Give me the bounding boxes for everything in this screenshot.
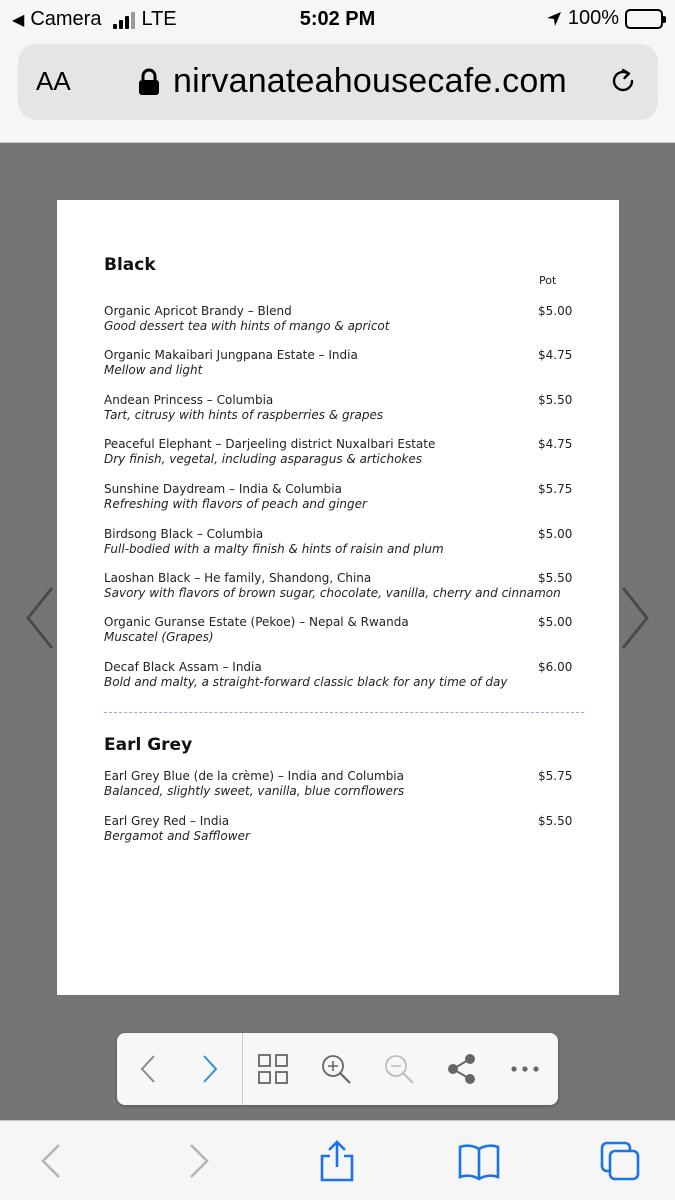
item-price: $5.00 (538, 615, 573, 629)
section-title-black: Black (104, 255, 156, 275)
item-price: $5.50 (538, 571, 573, 585)
item-price: $4.75 (538, 437, 573, 451)
item-price: $5.75 (538, 482, 573, 496)
item-name: Earl Grey Blue (de la crème) – India and Columbia (104, 769, 404, 783)
item-price: $6.00 (538, 660, 573, 674)
item-description: Tart, citrusy with hints of raspberries & grapes (104, 408, 384, 422)
item-description: Full-bodied with a malty finish & hints of raisin and plum (104, 542, 444, 556)
clock: 5:02 PM (299, 8, 376, 30)
menu-item (104, 348, 574, 378)
item-name: Peaceful Elephant – Darjeeling district Nuxalbari Estate (104, 437, 436, 451)
menu-item (104, 437, 574, 467)
item-name: Laoshan Black – He family, Shandong, China (104, 571, 372, 585)
item-name: Decaf Black Assam – India (104, 660, 262, 674)
menu-item (104, 482, 574, 512)
chevron-right-icon[interactable] (192, 1051, 228, 1087)
tabs-icon[interactable] (598, 1139, 642, 1183)
location-icon (546, 11, 562, 27)
section-divider (104, 712, 584, 713)
menu-item (104, 304, 574, 334)
menu-item (104, 527, 574, 557)
item-price: $5.50 (538, 393, 573, 407)
item-description: Dry finish, vegetal, including asparagus & artichokes (104, 452, 423, 466)
item-price: $5.50 (538, 814, 573, 828)
item-description: Refreshing with flavors of peach and ginger (104, 497, 367, 511)
item-price: $5.00 (538, 527, 573, 541)
network-label: LTE (141, 8, 177, 30)
item-name: Birdsong Black – Columbia (104, 527, 264, 541)
menu-item (104, 814, 574, 844)
address-bar[interactable] (18, 44, 658, 120)
status-bar-right (546, 7, 663, 30)
item-name: Earl Grey Red – India (104, 814, 230, 828)
item-price: $5.00 (538, 304, 573, 318)
more-icon[interactable] (507, 1051, 543, 1087)
menu-page (57, 200, 619, 995)
browser-top-bar (0, 38, 675, 143)
back-to-app-icon[interactable]: ◀ (12, 11, 25, 29)
back-app-label[interactable]: Camera (30, 8, 102, 30)
previous-page-icon[interactable] (20, 583, 60, 653)
menu-item (104, 769, 574, 799)
forward-icon[interactable] (175, 1139, 219, 1183)
item-description: Mellow and light (104, 363, 203, 377)
pdf-viewer[interactable] (0, 143, 675, 1120)
status-bar (0, 0, 675, 38)
zoom-in-icon[interactable] (318, 1051, 354, 1087)
share-icon[interactable] (444, 1051, 480, 1087)
text-size-button[interactable] (36, 66, 71, 97)
back-icon[interactable] (31, 1139, 75, 1183)
price-header: Pot (539, 274, 557, 287)
item-name: Organic Apricot Brandy – Blend (104, 304, 292, 318)
grid-icon[interactable] (255, 1051, 291, 1087)
item-description: Muscatel (Grapes) (104, 630, 214, 644)
item-name: Organic Makaibari Jungpana Estate – India (104, 348, 358, 362)
item-description: Savory with flavors of brown sugar, chocolate, vanilla, cherry and cinnamon (104, 586, 561, 600)
menu-item (104, 393, 574, 423)
battery-percent: 100% (567, 7, 619, 29)
chevron-left-icon[interactable] (130, 1051, 166, 1087)
menu-item (104, 615, 574, 645)
share-icon[interactable] (315, 1139, 359, 1183)
item-name: Organic Guranse Estate (Pekoe) – Nepal & Rwanda (104, 615, 409, 629)
item-description: Balanced, slightly sweet, vanilla, blue cornflowers (104, 784, 405, 798)
item-name: Andean Princess – Columbia (104, 393, 274, 407)
toolbar-separator (242, 1033, 243, 1105)
item-description: Bergamot and Safflower (104, 829, 250, 843)
item-description: Bold and malty, a straight-forward classic black for any time of day (104, 675, 508, 689)
section-title-earl-grey: Earl Grey (104, 735, 193, 755)
reload-icon[interactable] (606, 64, 640, 98)
pdf-toolbar (117, 1033, 558, 1105)
item-price: $4.75 (538, 348, 573, 362)
browser-bottom-bar (0, 1120, 675, 1200)
item-name: Sunshine Daydream – India & Columbia (104, 482, 342, 496)
item-description: Good dessert tea with hints of mango & apricot (104, 319, 390, 333)
next-page-icon[interactable] (615, 583, 655, 653)
item-price: $5.75 (538, 769, 573, 783)
menu-item (104, 660, 574, 690)
text-size-label: AA (36, 66, 71, 96)
lock-icon (138, 68, 160, 96)
menu-item (104, 571, 574, 601)
zoom-out-icon[interactable] (381, 1051, 417, 1087)
url-text[interactable]: nirvanateahousecafe.com (173, 62, 567, 100)
bookmarks-icon[interactable] (457, 1139, 501, 1183)
battery-icon (625, 9, 663, 29)
